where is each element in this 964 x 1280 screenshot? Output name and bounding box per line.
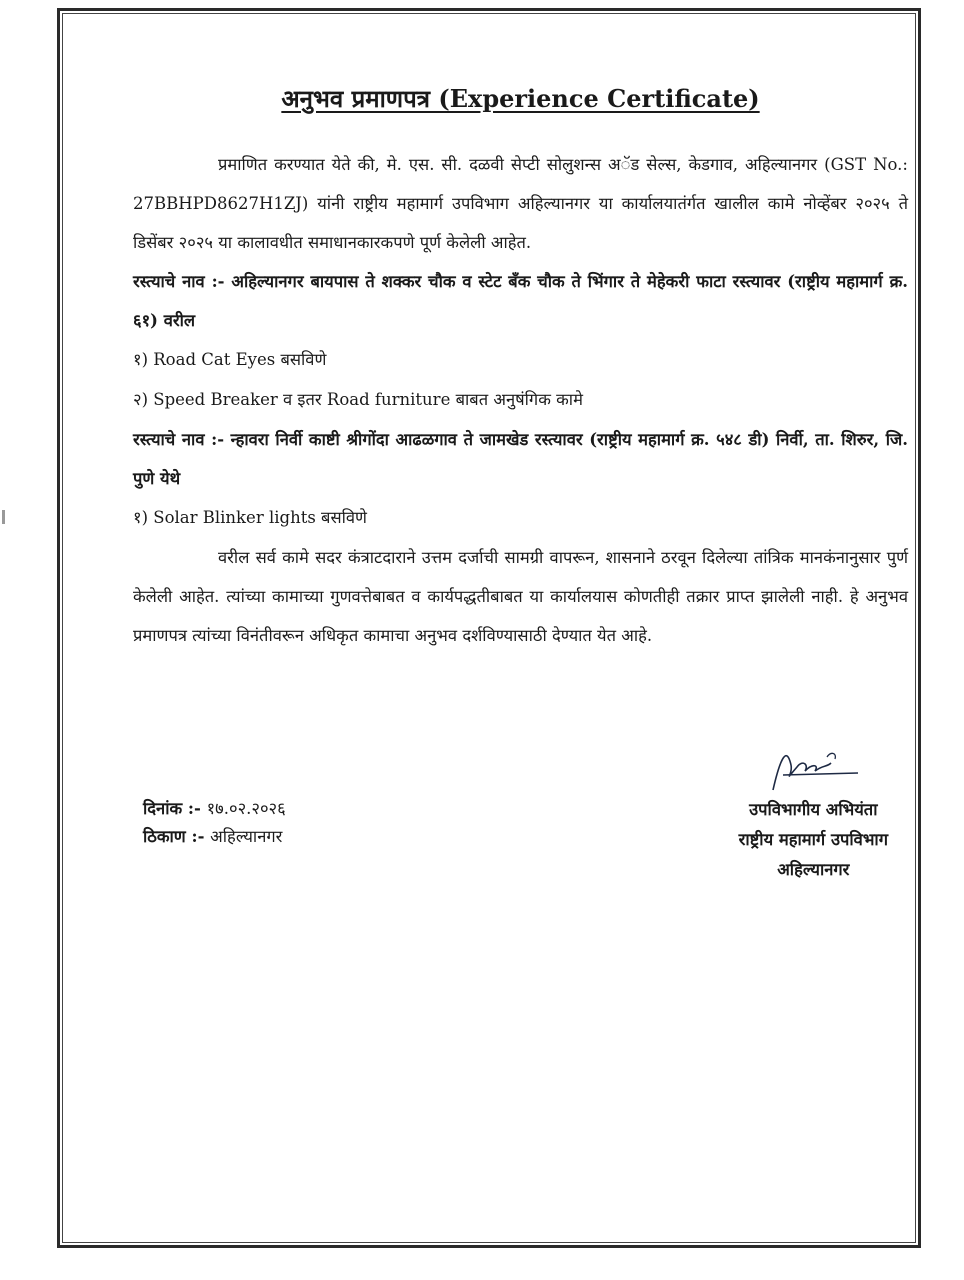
scan-edge-mark bbox=[2, 510, 5, 524]
signatory-office: राष्ट्रीय महामार्ग उपविभाग bbox=[738, 830, 888, 849]
certificate-body bbox=[133, 70, 908, 879]
road1-heading: रस्त्याचे नाव :- अहिल्यानगर बायपास ते शक्कर चौक व स्टेट बँक चौक ते भिंगार ते मेहेकरी फाटा रस्त्यावर (राष्ट्रीय महामार्ग क्र. ६१) वरील bbox=[133, 272, 908, 330]
footer bbox=[133, 795, 908, 905]
road1-item-2: २) Speed Breaker व इतर Road furniture बाबत अनुषंगिक कामे bbox=[133, 390, 583, 409]
date-place-block bbox=[143, 795, 286, 851]
signatory-designation: उपविभागीय अभियंता bbox=[749, 800, 878, 819]
road2-heading: रस्त्याचे नाव :- न्हावरा निर्वी काष्टी श्रीगोंदा आढळगाव ते जामखेड रस्त्यावर (राष्ट्रीय महामार्ग क्र. ५४८ डी) निर्वी, ता. शिरुर, जि. पुणे येथे bbox=[133, 430, 908, 488]
signatory-block bbox=[739, 795, 888, 885]
certificate-title: अनुभव प्रमाणपत्र (Experience Certificate) bbox=[281, 84, 760, 113]
closing-paragraph: वरील सर्व कामे सदर कंत्राटदाराने उत्तम दर्जाची सामग्री वापरून, शासनाने ठरवून दिलेल्या तांत्रिक मानकंनानुसार पुर्ण केलेली आहेत. त्यांच्या कामाच्या गुणवत्तेबाबत व कार्यपद्धतीबाबत या कार्यालयास कोणतीही तक्रार प्राप्त झालेली नाही. हे अनुभव प्रमाणपत्र त्यांच्या विनंतीवरून अधिकृत कामाचा अनुभव दर्शविण्यासाठी देण्यात येत आहे. bbox=[133, 548, 908, 645]
signatory-city: अहिल्यानगर bbox=[777, 860, 850, 879]
date-line bbox=[143, 795, 286, 823]
intro-paragraph: प्रमाणित करण्यात येते की, मे. एस. सी. दळवी सेप्टी सोलुशन्स अॅड सेल्स, केडगाव, अहिल्यानगर (GST No.: 27BBHPD8627H1ZJ) यांनी राष्ट्रीय महामार्ग उपविभाग अहिल्यानगर या कार्यालयातंर्गत खालील कामे नोव्हेंबर २०२५ ते डिसेंबर २०२५ या कालावधीत समाधानकारकपणे पूर्ण केलेली आहेत. bbox=[133, 155, 908, 252]
date-label: दिनांक :- bbox=[143, 799, 201, 818]
place-value: अहिल्यानगर bbox=[210, 827, 283, 846]
date-value: १७.०२.२०२६ bbox=[206, 799, 286, 818]
road1-item-1: १) Road Cat Eyes बसविणे bbox=[133, 350, 327, 369]
place-line bbox=[143, 823, 286, 851]
place-label: ठिकाण :- bbox=[143, 827, 205, 846]
signature-icon bbox=[753, 745, 863, 795]
road2-item-1: १) Solar Blinker lights बसविणे bbox=[133, 508, 367, 527]
